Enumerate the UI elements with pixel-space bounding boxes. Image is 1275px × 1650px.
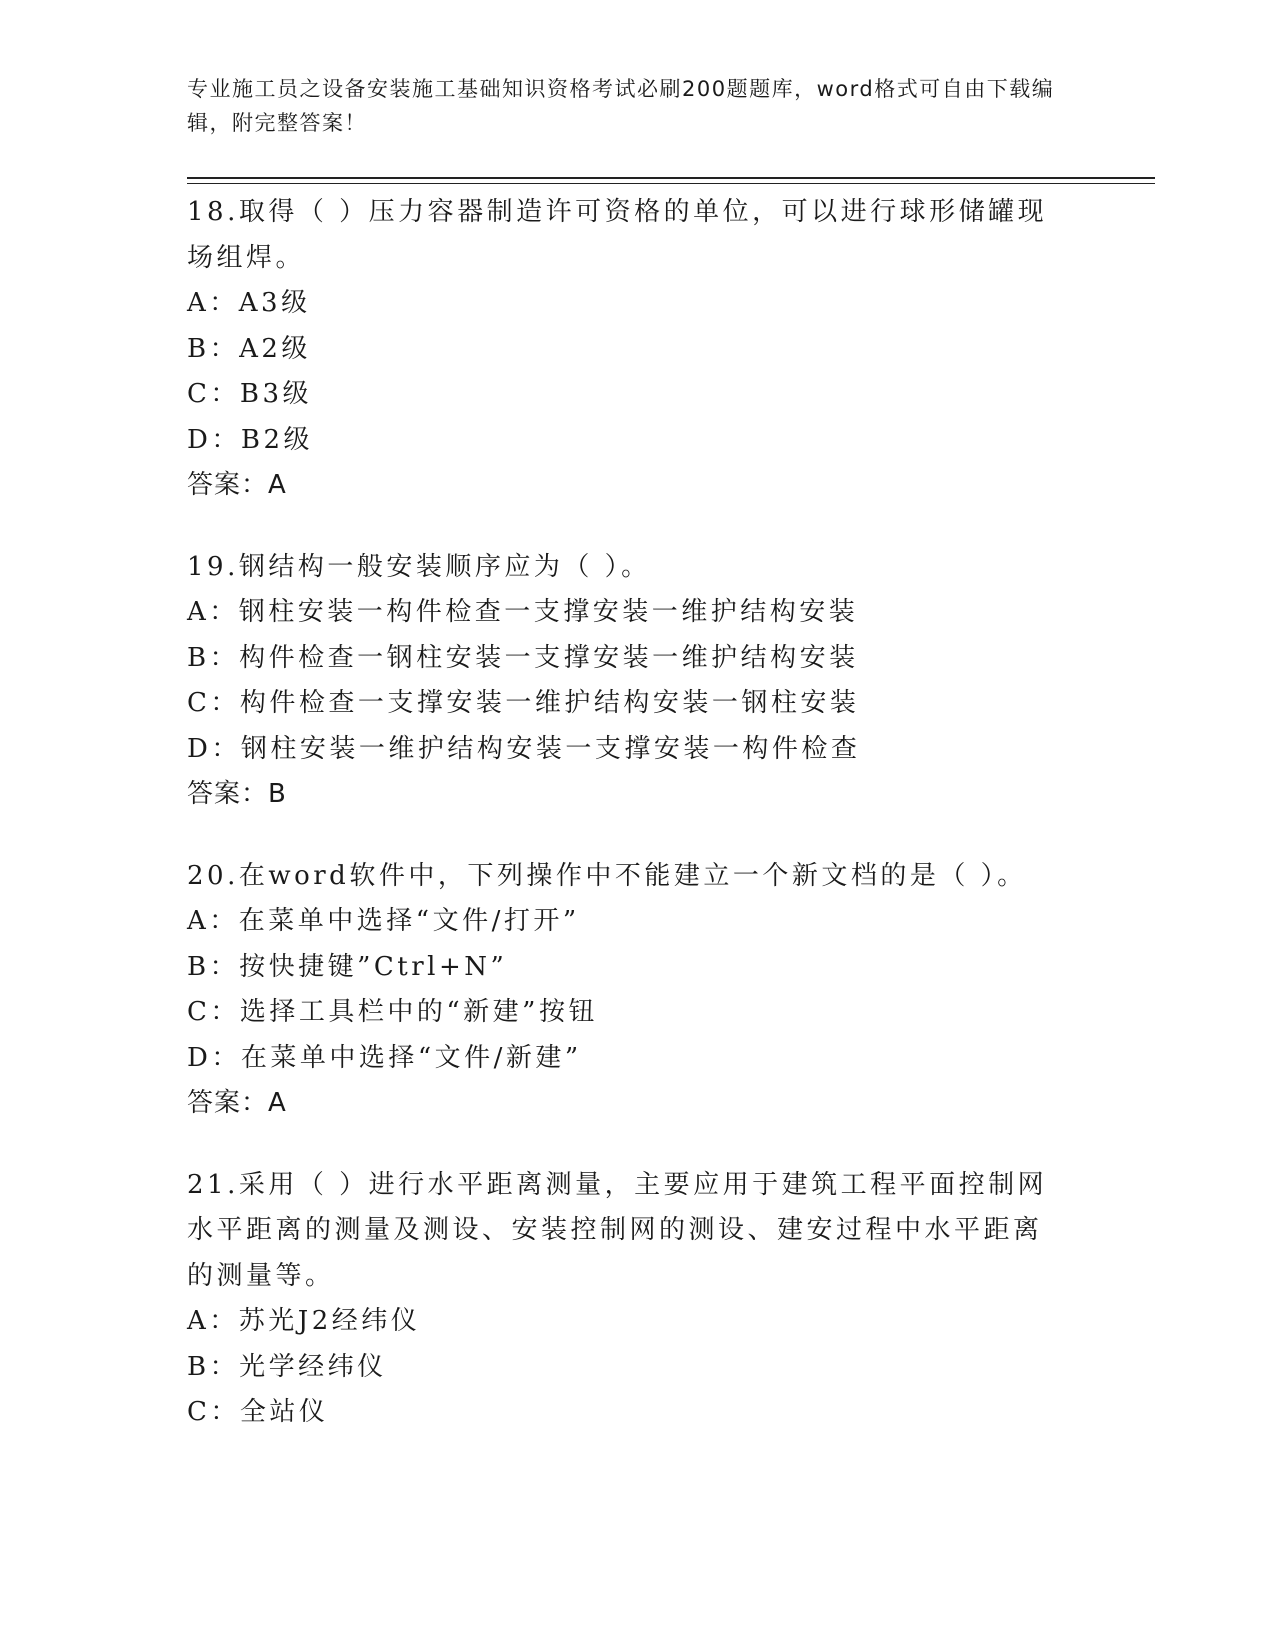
question-stem: 19.钢结构一般安装顺序应为（ ）。 (187, 551, 651, 582)
answer-text: 答案：A (187, 470, 287, 500)
question-list (187, 190, 1087, 1472)
option-a: A：在菜单中选择“文件/打开” (187, 906, 580, 936)
option-d: D：B2级 (187, 424, 313, 455)
option-a: A：苏光J2经纬仪 (187, 1306, 421, 1336)
option-c: C：构件检查一支撑安装一维护结构安装一钢柱安装 (187, 688, 860, 718)
question-20 (187, 854, 1087, 1127)
option-c: C：B3级 (187, 379, 313, 409)
option-a: A：A3级 (187, 288, 311, 318)
option-b: B：光学经纬仪 (187, 1351, 387, 1382)
option-c: C：全站仪 (187, 1397, 329, 1427)
option-b: B：构件检查一钢柱安装一支撑安装一维护结构安装 (187, 642, 859, 673)
header-divider-thick (187, 177, 1155, 179)
answer-text: 答案：B (187, 779, 287, 809)
option-d: D：钢柱安装一维护结构安装一支撑安装一构件检查 (187, 733, 861, 764)
option-d: D：在菜单中选择“文件/新建” (187, 1042, 582, 1073)
header-divider-thin (187, 183, 1155, 184)
question-stem: 21.采用（ ）进行水平距离测量，主要应用于建筑工程平面控制网水平距离的测量及测设、安装控制网的测设、建安过程中水平距离的测量等。 (187, 1169, 1048, 1291)
question-stem: 18.取得（ ）压力容器制造许可资格的单位，可以进行球形储罐现场组焊。 (187, 197, 1048, 273)
option-c: C：选择工具栏中的“新建”按钮 (187, 997, 598, 1027)
answer-text: 答案：A (187, 1088, 287, 1118)
option-b: B：A2级 (187, 333, 311, 364)
question-19 (187, 545, 1087, 818)
option-b: B：按快捷键”Ctrl+N” (187, 951, 508, 982)
document-header: 专业施工员之设备安装施工基础知识资格考试必刷200题题库，word格式可自由下载编辑，附完整答案！ (187, 77, 1055, 135)
question-21 (187, 1163, 1087, 1436)
option-a: A：钢柱安装一构件检查一支撑安装一维护结构安装 (187, 597, 859, 627)
question-18 (187, 190, 1087, 509)
question-stem: 20.在word软件中，下列操作中不能建立一个新文档的是（ ）。 (187, 860, 1027, 891)
